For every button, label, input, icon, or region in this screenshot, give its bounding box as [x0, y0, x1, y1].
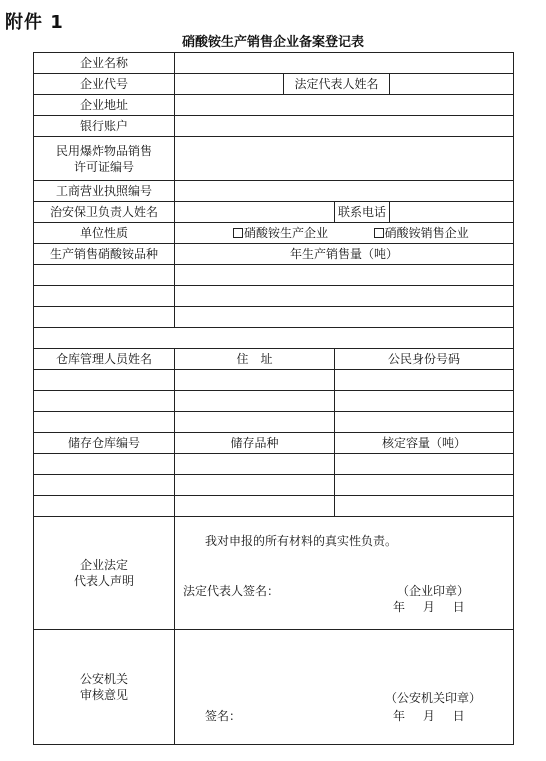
- row-spacer: [34, 328, 514, 349]
- input-business-license[interactable]: [175, 181, 514, 202]
- label-staff-name: 仓库管理人员姓名: [34, 349, 175, 370]
- checkbox-icon[interactable]: [233, 228, 243, 238]
- input-storage-capacity[interactable]: [335, 496, 514, 517]
- label-declaration-line1: 企业法定: [79, 558, 128, 572]
- input-staff-name[interactable]: [34, 391, 175, 412]
- label-storage-number: 储存仓库编号: [34, 433, 175, 454]
- label-review-line2: 审核意见: [79, 688, 128, 702]
- label-explosive-permit-line1: 民用爆炸物品销售: [55, 143, 152, 158]
- label-review-line1: 公安机关: [79, 672, 128, 686]
- input-staff-id[interactable]: [335, 412, 514, 433]
- label-explosive-permit: [34, 137, 175, 181]
- row-product-entry: [34, 307, 514, 328]
- label-storage-capacity: 核定容量（吨）: [335, 433, 514, 454]
- label-product-variety: 生产销售硝酸铵品种: [34, 244, 175, 265]
- review-signature-label: 签名：: [205, 709, 242, 723]
- input-security-officer[interactable]: [175, 202, 335, 223]
- input-storage-variety[interactable]: [175, 454, 335, 475]
- label-declaration: [34, 517, 175, 630]
- input-staff-name[interactable]: [34, 370, 175, 391]
- label-annual-volume: 年生产销售量（吨）: [175, 244, 514, 265]
- input-company-name[interactable]: [175, 53, 514, 74]
- row-company-code: [34, 74, 514, 95]
- row-storage-entry: [34, 496, 514, 517]
- label-business-license: 工商营业执照编号: [34, 181, 175, 202]
- input-staff-name[interactable]: [34, 412, 175, 433]
- input-product-variety[interactable]: [34, 286, 175, 307]
- input-staff-id[interactable]: [335, 391, 514, 412]
- input-explosive-permit[interactable]: [175, 137, 514, 181]
- row-storage-entry: [34, 475, 514, 496]
- input-annual-volume[interactable]: [175, 265, 514, 286]
- review-area[interactable]: [175, 630, 514, 745]
- declaration-area[interactable]: [175, 517, 514, 630]
- declaration-signature-label: 法定代表人签名：: [183, 584, 280, 598]
- input-annual-volume[interactable]: [175, 286, 514, 307]
- registration-form-table: [33, 52, 514, 745]
- row-business-license: [34, 181, 514, 202]
- input-product-variety[interactable]: [34, 307, 175, 328]
- row-company-name: [34, 53, 514, 74]
- input-annual-volume[interactable]: [175, 307, 514, 328]
- row-explosive-permit: [34, 137, 514, 181]
- row-staff-entry: [34, 412, 514, 433]
- label-declaration-line2: 代表人声明: [73, 574, 134, 588]
- review-date-label: 年 月 日: [393, 709, 465, 723]
- annex-label: 附件 1: [5, 12, 64, 33]
- row-staff-header: [34, 349, 514, 370]
- label-legal-rep-name: 法定代表人姓名: [284, 74, 390, 95]
- label-staff-id: 公民身份号码: [335, 349, 514, 370]
- input-product-variety[interactable]: [34, 265, 175, 286]
- input-staff-address[interactable]: [175, 370, 335, 391]
- label-security-officer: 治安保卫负责人姓名: [34, 202, 175, 223]
- label-review: [34, 630, 175, 745]
- input-contact-phone[interactable]: [390, 202, 514, 223]
- option-producer-label: 硝酸铵生产企业: [244, 226, 329, 240]
- input-staff-address[interactable]: [175, 391, 335, 412]
- input-legal-rep-name[interactable]: [390, 74, 514, 95]
- input-storage-capacity[interactable]: [335, 454, 514, 475]
- option-producer[interactable]: [233, 226, 328, 240]
- label-unit-nature: 单位性质: [34, 223, 175, 244]
- option-seller[interactable]: [374, 226, 469, 240]
- input-storage-number[interactable]: [34, 454, 175, 475]
- input-storage-variety[interactable]: [175, 475, 335, 496]
- row-review: [34, 630, 514, 745]
- input-company-address[interactable]: [175, 95, 514, 116]
- label-contact-phone: 联系电话: [335, 202, 390, 223]
- input-storage-number[interactable]: [34, 496, 175, 517]
- declaration-statement: 我对申报的所有材料的真实性负责。: [205, 534, 398, 548]
- row-staff-entry: [34, 370, 514, 391]
- row-storage-header: [34, 433, 514, 454]
- input-storage-variety[interactable]: [175, 496, 335, 517]
- row-bank-account: [34, 116, 514, 137]
- row-product-entry: [34, 265, 514, 286]
- label-company-code: 企业代号: [34, 74, 175, 95]
- option-seller-label: 硝酸铵销售企业: [384, 226, 469, 240]
- spacer-cell: [34, 328, 514, 349]
- declaration-date-label: 年 月 日: [393, 600, 465, 614]
- input-bank-account[interactable]: [175, 116, 514, 137]
- row-storage-entry: [34, 454, 514, 475]
- row-product-header: [34, 244, 514, 265]
- label-storage-variety: 储存品种: [175, 433, 335, 454]
- unit-nature-options: [175, 223, 514, 244]
- input-company-code[interactable]: [175, 74, 284, 95]
- label-company-name: 企业名称: [34, 53, 175, 74]
- input-staff-address[interactable]: [175, 412, 335, 433]
- label-explosive-permit-line2: 许可证编号: [73, 159, 134, 174]
- checkbox-icon[interactable]: [374, 228, 384, 238]
- row-staff-entry: [34, 391, 514, 412]
- row-security-officer: [34, 202, 514, 223]
- label-staff-address: 住 址: [175, 349, 335, 370]
- form-title: 硝酸铵生产销售企业备案登记表: [181, 35, 364, 50]
- row-company-address: [34, 95, 514, 116]
- label-company-address: 企业地址: [34, 95, 175, 116]
- row-product-entry: [34, 286, 514, 307]
- input-storage-capacity[interactable]: [335, 475, 514, 496]
- row-declaration: [34, 517, 514, 630]
- input-storage-number[interactable]: [34, 475, 175, 496]
- row-unit-nature: [34, 223, 514, 244]
- police-seal-label: （公安机关印章）: [385, 691, 482, 705]
- company-seal-label: （企业印章）: [397, 584, 470, 598]
- input-staff-id[interactable]: [335, 370, 514, 391]
- label-bank-account: 银行账户: [34, 116, 175, 137]
